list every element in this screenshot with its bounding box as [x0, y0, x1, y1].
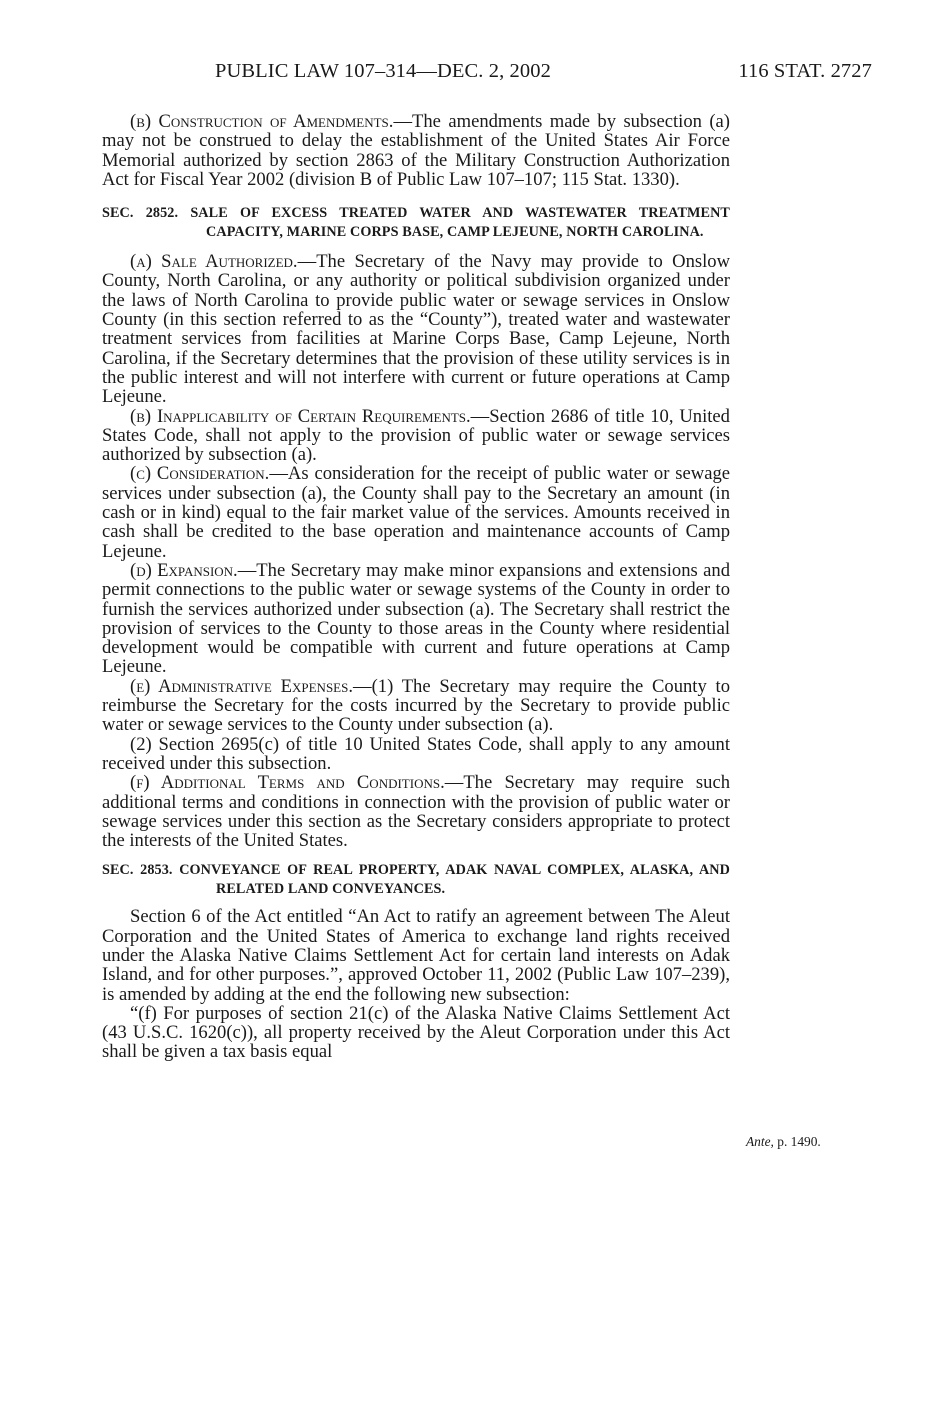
- paragraph-label: (b) Inapplicability of Certain Requirements.: [130, 405, 471, 427]
- paragraph-text: —The amendments made by subsection (a) may not be construed to delay the establishment of the United States Air Force Memorial authorized by section 2863 of the Military Construction Authorization Act for Fiscal Year 2002 (division B of Public Law 107–107; 115 Stat. 1330).: [102, 111, 730, 190]
- margin-note: [746, 1134, 821, 1150]
- margin-note-ref: Ante,: [746, 1134, 774, 1149]
- paragraph-text: (2) Section 2695(c) of title 10 United States Code, shall apply to any amount received under this subsection.: [102, 733, 730, 774]
- paragraph-text: —The Secretary may require such additional terms and conditions in connection with the provision of public water or sewage services under this section as the Secretary considers appropriate to protect the interests of the United States.: [102, 772, 730, 852]
- paragraph-text: “(f) For purposes of section 21(c) of the Alaska Native Claims Settlement Act (43 U.S.C. 1620(c)), all property received by the Aleut Corporation under this Act shall be given a tax basis equal: [102, 1002, 730, 1063]
- paragraph-label: (b) Construction of Amendments.: [130, 111, 394, 132]
- paragraph-text: —The Secretary may make minor expansions and extensions and permit connections to the public water or sewage systems of the County in order to furnish the services authorized under subsection (a). The Secretary shall restrict the provision of services to the County to those areas in the County where residential development would be compatible with current and future operations at Camp Lejeune.: [102, 559, 730, 678]
- paragraph-consideration: [102, 464, 730, 560]
- paragraph-text: —Section 2686 of title 10, United States Code, shall not apply to the provision of public water or sewage services authorized by subsection (a).: [102, 405, 730, 466]
- paragraph-text: —The Secretary of the Navy may provide to Onslow County, North Carolina, or any authority or political subdivision organized under the laws of North Carolina to provide public water or sewage services in Onslow County (in this section referred to as the “County”), treated water and wastewater treatment services from facilities at Marine Corps Base, Camp Lejeune, North Carolina, if the Secretary determines that the provision of these utility services is in the public interest and will not interfere with current or future operations at Camp Lejeune.: [102, 251, 730, 408]
- paragraph-text: Section 6 of the Act entitled “An Act to ratify an agreement between The Aleut Corporation and the United States of America to exchange land rights received under the Alaska Native Claims Settlement Act for certain land interests on Adak Island, and for other purposes.”, approved October 11, 2002 (Public Law 107–239), is amended by adding at the end the following new subsection:: [102, 906, 730, 1005]
- section-title: CONVEYANCE OF REAL PROPERTY, ADAK NAVAL COMPLEX, ALASKA, AND RELATED LAND CONVEYANCES.: [179, 862, 731, 898]
- section-heading-2852: [102, 204, 730, 242]
- paragraph-label: (c) Consideration.: [130, 463, 270, 485]
- paragraph-administrative-expenses-2: [102, 735, 730, 774]
- page-header: [0, 60, 950, 90]
- paragraph-label: (f) Additional Terms and Conditions.: [130, 772, 445, 794]
- paragraph-subsection-f: [102, 1004, 730, 1062]
- running-title: PUBLIC LAW 107–314—DEC. 2, 2002: [215, 60, 551, 82]
- section-number: SEC. 2853.: [102, 862, 173, 879]
- paragraph-label: (d) Expansion.: [130, 559, 238, 581]
- paragraph-construction-of-amendments: [102, 112, 730, 189]
- paragraph-text: —As consideration for the receipt of public water or sewage services under subsection (a), the County shall pay to the Secretary an amount (in cash or in kind) equal to the fair market value of the services. Amounts received in cash shall be credited to the base operation and maintenance accounts of Camp Lejeune.: [102, 463, 730, 562]
- body-text: [102, 112, 730, 1062]
- paragraph-section-6-amendment: [102, 907, 730, 1003]
- margin-note-page: p. 1490.: [777, 1134, 821, 1149]
- paragraph-label: (e) Administrative Expenses.: [130, 675, 353, 697]
- paragraph-inapplicability: [102, 407, 730, 465]
- paragraph-expansion: [102, 561, 730, 677]
- statute-page-number: 116 STAT. 2727: [738, 60, 872, 82]
- paragraph-administrative-expenses: [102, 677, 730, 735]
- paragraph-text: —(1) The Secretary may require the County to reimburse the Secretary for the costs incurred by the Secretary to provide public water or sewage services to the County under subsection (a).: [102, 675, 730, 736]
- paragraph-sale-authorized: [102, 252, 730, 406]
- section-title: SALE OF EXCESS TREATED WATER AND WASTEWATER TREATMENT CAPACITY, MARINE CORPS BASE, CAMP LEJEUNE, NORTH CAROLINA.: [190, 205, 730, 241]
- section-number: SEC. 2852.: [102, 205, 179, 222]
- paragraph-additional-terms: [102, 773, 730, 850]
- paragraph-label: (a) Sale Authorized.: [130, 251, 298, 273]
- section-heading-2853: [102, 861, 730, 899]
